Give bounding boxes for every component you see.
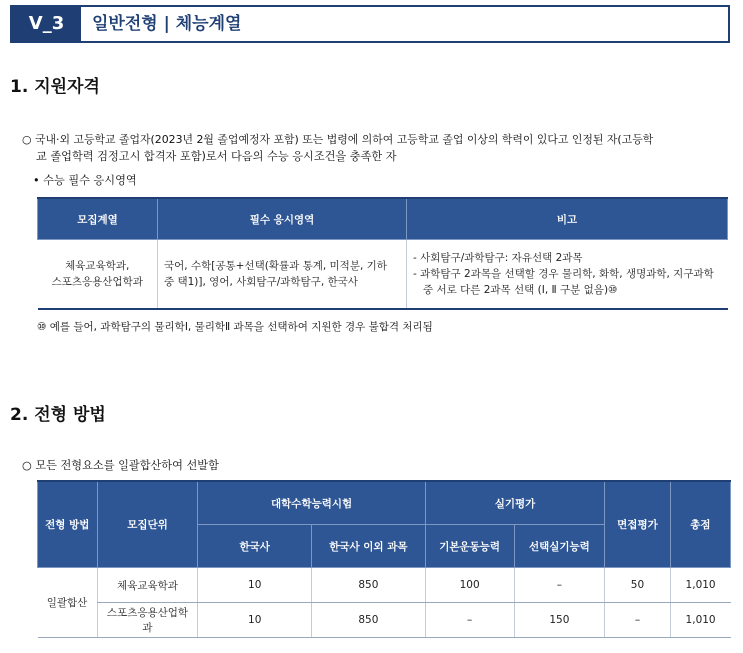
selection-method-table bbox=[37, 480, 731, 638]
section-code: V_3 bbox=[12, 7, 81, 41]
col-header-note: 비고 bbox=[407, 198, 728, 240]
note-line-1: - 사회탐구/과학탐구: 자유선택 2과목 bbox=[413, 252, 583, 264]
basic-ability-cell: 100 bbox=[425, 568, 514, 603]
interview-cell: – bbox=[605, 603, 670, 638]
required-area-table bbox=[37, 197, 728, 310]
selected-skill-cell: 150 bbox=[514, 603, 605, 638]
selected-skill-cell: – bbox=[514, 568, 605, 603]
table-header-row bbox=[38, 481, 731, 525]
section-header bbox=[10, 5, 730, 43]
eligibility-line-1: ○ 국내·외 고등학교 졸업자(2023년 2월 졸업예정자 포함) 또는 법령에 의하여 고등학교 졸업 이상의 학력이 있다고 인정된 자(고등학 bbox=[22, 133, 654, 146]
table-header-row bbox=[38, 198, 728, 240]
dept-line-1: 체육교육학과, bbox=[65, 260, 130, 272]
col-header-method: 전형 방법 bbox=[38, 481, 98, 568]
dept-cell bbox=[38, 240, 158, 310]
total-cell: 1,010 bbox=[670, 603, 730, 638]
note-line-2: - 과학탐구 2과목을 선택할 경우 물리학, 화학, 생명과학, 지구과학 중 서로 다른 2과목 선택 (Ⅰ, Ⅱ 구분 없음)⑩ bbox=[413, 268, 714, 296]
korean-history-cell: 10 bbox=[198, 603, 312, 638]
col-header-selected-skill: 선택실기능력 bbox=[514, 525, 605, 568]
total-cell: 1,010 bbox=[670, 568, 730, 603]
col-header-basic-ability: 기본운동능력 bbox=[425, 525, 514, 568]
eligibility-paragraph bbox=[22, 131, 737, 165]
section2-title: 2. 전형 방법 bbox=[10, 405, 106, 425]
unit-cell: 스포츠응용산업학과 bbox=[97, 603, 198, 638]
footnote: ⑩ 예를 들어, 과학탐구의 물리학Ⅰ, 물리학Ⅱ 과목을 선택하여 지원한 경우 불합격 처리됨 bbox=[37, 321, 433, 333]
col-header-suneung: 대학수학능력시험 bbox=[198, 481, 425, 525]
section1-title: 1. 지원자격 bbox=[10, 77, 100, 97]
note-cell bbox=[407, 240, 728, 310]
col-header-unit: 모집단위 bbox=[97, 481, 198, 568]
interview-cell: 50 bbox=[605, 568, 670, 603]
other-subjects-cell: 850 bbox=[311, 603, 425, 638]
section-header-title: 일반전형 | 체능계열 bbox=[92, 14, 242, 34]
required-cell: 국어, 수학[공통+선택(확률과 통계, 미적분, 기하 중 택1)], 영어, 사회탐구/과학탐구, 한국사 bbox=[158, 240, 407, 310]
method-cell: 일괄합산 bbox=[38, 568, 98, 638]
selection-method-paragraph: ○ 모든 전형요소를 일괄합산하여 선발함 bbox=[22, 459, 219, 472]
table-row bbox=[38, 240, 728, 310]
dept-line-2: 스포츠응용산업학과 bbox=[51, 276, 143, 288]
col-header-practical: 실기평가 bbox=[425, 481, 604, 525]
eligibility-line-2: 교 졸업학력 검정고시 합격자 포함)로서 다음의 수능 응시조건을 충족한 자 bbox=[36, 150, 397, 163]
other-subjects-cell: 850 bbox=[311, 568, 425, 603]
table-row bbox=[38, 603, 731, 638]
col-header-required: 필수 응시영역 bbox=[158, 198, 407, 240]
unit-cell: 체육교육학과 bbox=[97, 568, 198, 603]
korean-history-cell: 10 bbox=[198, 568, 312, 603]
col-header-interview: 면접평가 bbox=[605, 481, 670, 568]
basic-ability-cell: – bbox=[425, 603, 514, 638]
col-header-korean-history: 한국사 bbox=[198, 525, 312, 568]
table-row bbox=[38, 568, 731, 603]
col-header-dept: 모집계열 bbox=[38, 198, 158, 240]
required-area-bullet: • 수능 필수 응시영역 bbox=[33, 174, 137, 187]
col-header-total: 총점 bbox=[670, 481, 730, 568]
col-header-other-subjects: 한국사 이외 과목 bbox=[311, 525, 425, 568]
